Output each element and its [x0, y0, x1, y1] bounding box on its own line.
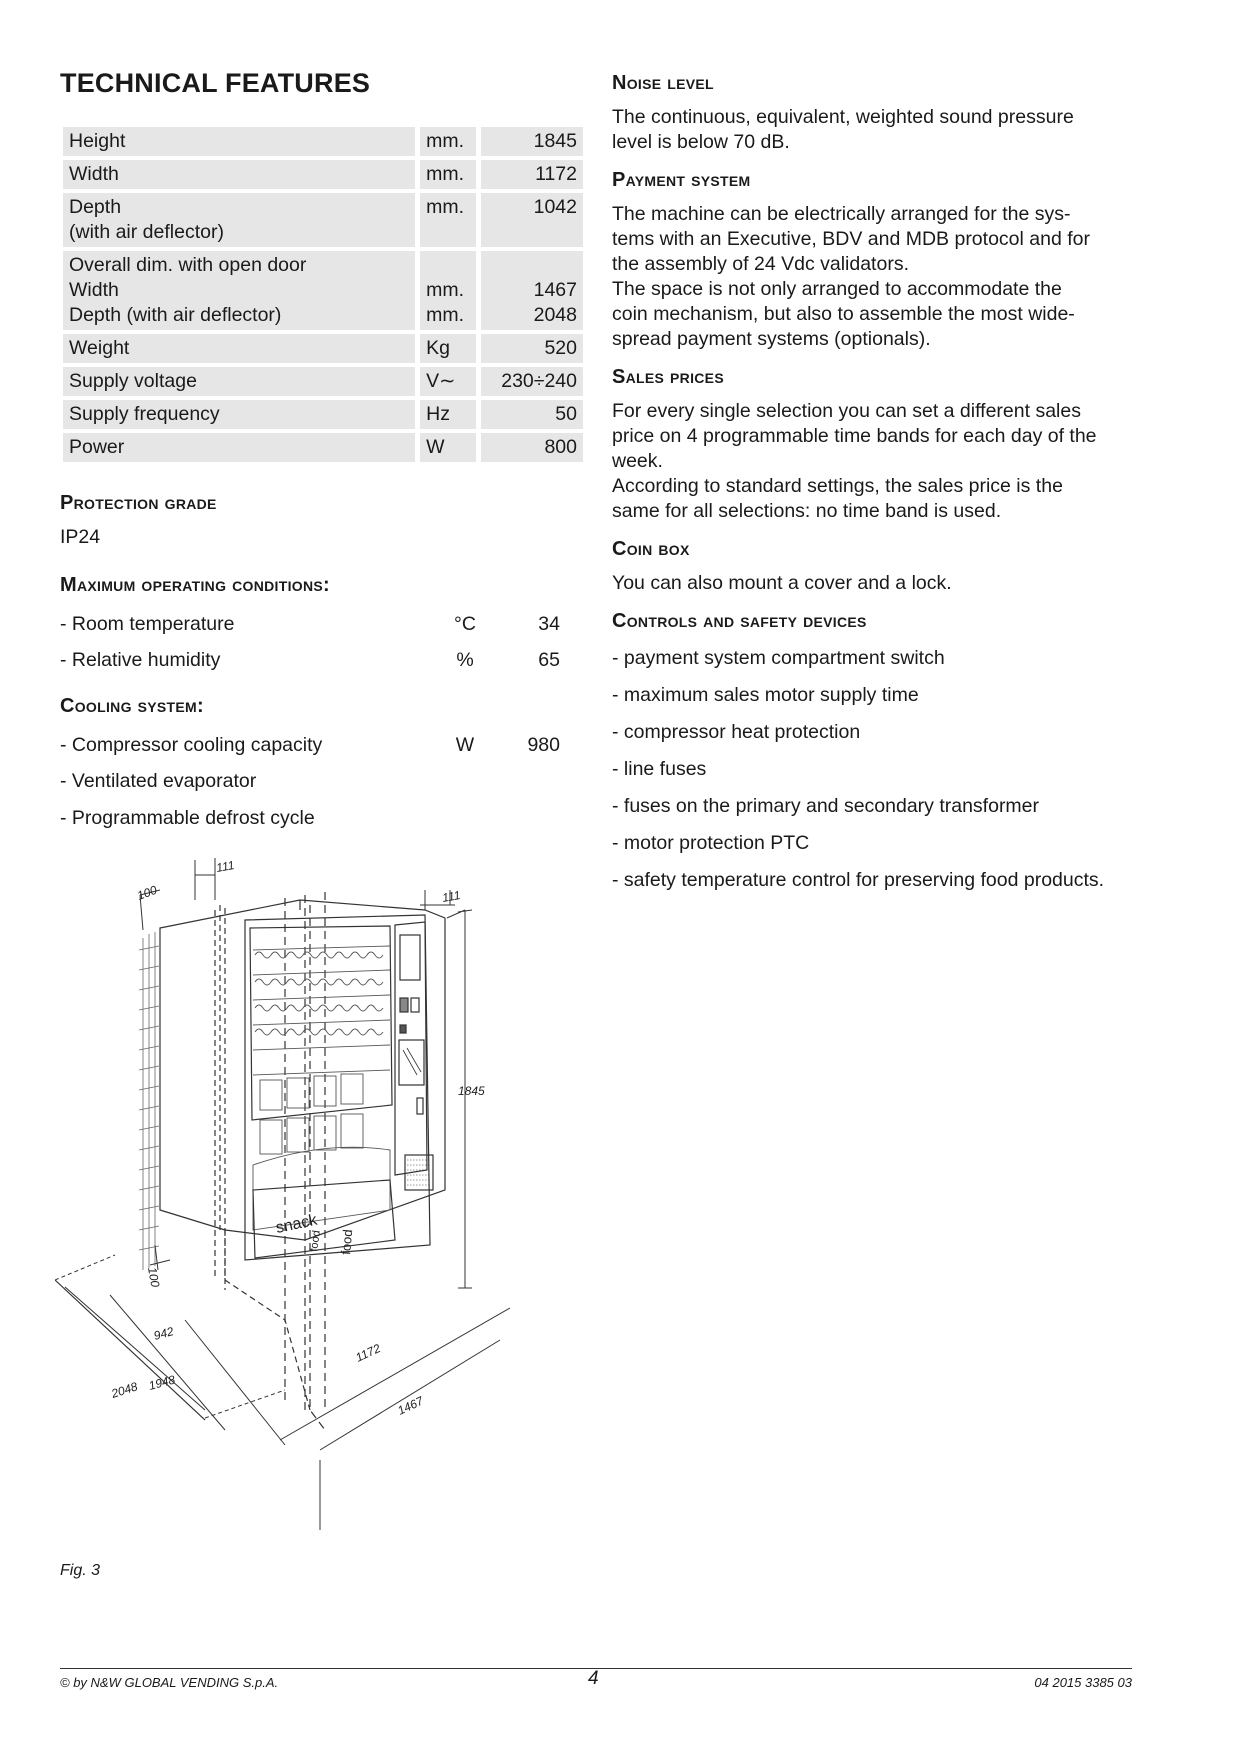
operating-value: 34	[538, 613, 560, 635]
right-column	[612, 60, 1172, 906]
left-column	[60, 60, 580, 844]
cooling-item: - Programmable defrost cycle	[60, 807, 315, 829]
dim-2048: 2048	[109, 1379, 140, 1401]
page-number: 4	[588, 1668, 599, 1689]
delivery-flap	[253, 1180, 395, 1258]
dim-111-right: 111	[441, 887, 462, 905]
spec-label: Overall dim. with open door Width Depth (with air deflector)	[63, 251, 420, 330]
coinbox-text: You can also mount a cover and a lock.	[612, 572, 952, 594]
controls-item: - compressor heat protection	[612, 721, 861, 743]
spec-row	[63, 400, 583, 429]
cooling-heading: Cooling system:	[60, 695, 204, 717]
spec-label: Weight	[63, 334, 420, 363]
spec-value: 800	[481, 433, 583, 462]
spec-value: 1172	[481, 160, 583, 189]
operating-value: 65	[538, 649, 560, 671]
controls-item: - fuses on the primary and secondary transformer	[612, 795, 1040, 817]
spec-value: 520	[481, 334, 583, 363]
noise-text: The continuous, equivalent, weighted sound pressure level is below 70 dB.	[612, 106, 1074, 153]
spec-label: Supply voltage	[63, 367, 420, 396]
product-shelves	[253, 946, 390, 1230]
page-title: TECHNICAL FEATURES	[60, 68, 371, 98]
spec-unit: mm. mm.	[420, 251, 481, 330]
spec-row	[63, 127, 583, 156]
dim-1172: 1172	[353, 1341, 383, 1365]
spec-value: 230÷240	[481, 367, 583, 396]
spec-unit: mm.	[420, 127, 481, 156]
spec-label: Height	[63, 127, 420, 156]
spec-label: Width	[63, 160, 420, 189]
spec-value: 1042	[481, 193, 583, 247]
dimension-lines	[55, 858, 510, 1530]
spec-row	[63, 334, 583, 363]
cooling-value: 980	[527, 734, 560, 756]
controls-item: - maximum sales motor supply time	[612, 684, 919, 706]
operating-label: - Room temperature	[60, 613, 235, 635]
operating-row-humidity	[60, 649, 580, 685]
dim-100-top: 100	[135, 882, 159, 903]
spec-unit: mm.	[420, 160, 481, 189]
operating-unit: °C	[454, 613, 476, 635]
footer-copyright: © by N&W GLOBAL VENDING S.p.A.	[60, 1675, 279, 1690]
control-panel	[399, 935, 433, 1190]
food-logo-text: food	[308, 1229, 323, 1253]
dim-942: 942	[152, 1324, 176, 1343]
protection-value: IP24	[60, 526, 101, 548]
controls-item: - payment system compartment switch	[612, 647, 945, 669]
spec-row	[63, 367, 583, 396]
dim-1948: 1948	[147, 1372, 177, 1393]
payment-text: The machine can be electrically arranged for the sys- tems with an Executive, BDV and MDB protocol and for the assembly of 24 Vdc validators. The space is not only arranged to accommodate the coin mechanism, but also to assemble the most wide- spread payment systems (optionals).	[612, 203, 1090, 350]
figure-caption: Fig. 3	[60, 1562, 101, 1579]
spec-value: 1845	[481, 127, 583, 156]
spec-unit: W	[420, 433, 481, 462]
document-code: 04 2015 3385 03	[1034, 1675, 1132, 1690]
controls-item: - line fuses	[612, 758, 707, 780]
payment-heading: Payment system	[612, 169, 751, 191]
sales-text: For every single selection you can set a different sales price on 4 programmable time bands for each day of the week. According to standard settings, the sales price is the same for all selections: no time band is used.	[612, 400, 1097, 522]
spec-row	[63, 433, 583, 462]
cooling-row-compressor	[60, 734, 580, 770]
controls-item: - safety temperature control for preserving food products.	[612, 869, 1105, 891]
noise-heading: Noise level	[612, 72, 714, 94]
spec-unit: Kg	[420, 334, 481, 363]
operating-heading: Maximum operating conditions:	[60, 574, 330, 596]
spec-label: Power	[63, 433, 420, 462]
spec-row	[63, 251, 583, 330]
spec-value: 1467 2048	[481, 251, 583, 330]
controls-item: - motor protection PTC	[612, 832, 810, 854]
spec-unit: V∼	[420, 367, 481, 396]
snack-logo-text: snack	[274, 1211, 319, 1237]
dim-111-top: 111	[215, 857, 236, 875]
operating-unit: %	[456, 649, 474, 671]
specs-table	[63, 123, 583, 466]
cooling-item: - Ventilated evaporator	[60, 770, 257, 792]
coinbox-heading: Coin box	[612, 538, 690, 560]
vending-machine-drawing	[55, 850, 595, 1530]
dim-1845: 1845	[458, 1084, 485, 1098]
operating-label: - Relative humidity	[60, 649, 221, 671]
cooling-unit: W	[455, 734, 475, 756]
dim-1467: 1467	[395, 1393, 426, 1418]
controls-heading: Controls and safety devices	[612, 610, 867, 632]
spec-row	[63, 160, 583, 189]
spec-unit: mm.	[420, 193, 481, 247]
protection-heading: Protection grade	[60, 492, 217, 514]
spec-row	[63, 193, 583, 247]
food-logo-text-2: food	[338, 1228, 356, 1256]
spec-value: 50	[481, 400, 583, 429]
spec-label: Depth (with air deflector)	[63, 193, 420, 247]
operating-row-temperature	[60, 613, 580, 649]
spec-unit: Hz	[420, 400, 481, 429]
dim-100-bottom: 100	[145, 1266, 163, 1289]
cabinet-outline	[160, 892, 445, 1430]
side-panel-hatching	[139, 932, 159, 1270]
spec-label: Supply frequency	[63, 400, 420, 429]
cooling-label: - Compressor cooling capacity	[60, 734, 323, 756]
sales-heading: Sales prices	[612, 366, 724, 388]
